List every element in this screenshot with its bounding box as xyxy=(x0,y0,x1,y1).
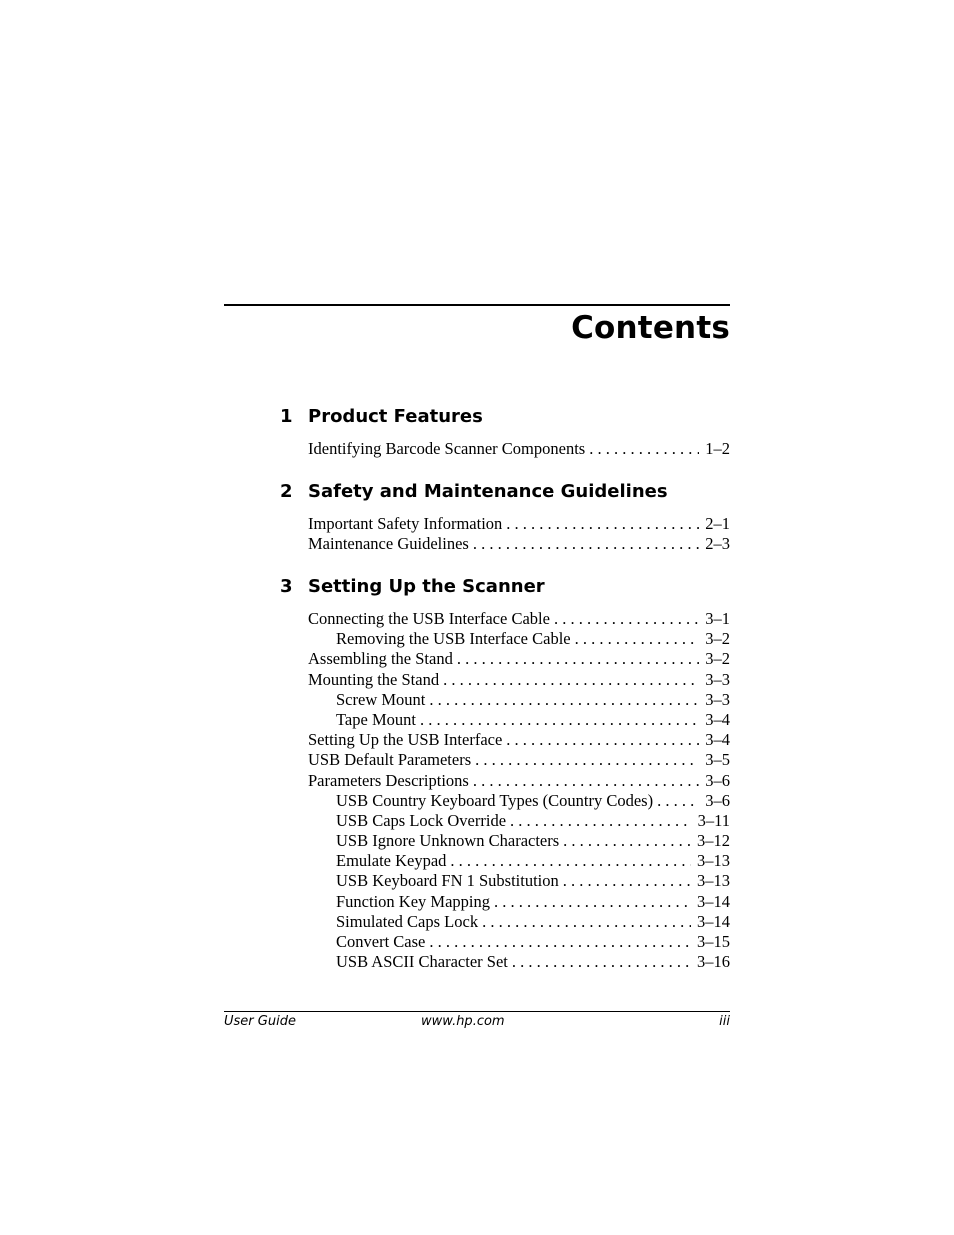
dot-leader xyxy=(475,750,699,770)
toc-entry-page: 3–13 xyxy=(697,851,730,871)
toc-entry[interactable] xyxy=(308,771,730,791)
toc-entry-page: 1–2 xyxy=(705,439,730,458)
chapter-heading[interactable] xyxy=(280,480,730,504)
dot-leader xyxy=(457,649,699,669)
toc-subentry[interactable] xyxy=(336,791,730,811)
toc-entry-text: Parameters Descriptions xyxy=(308,770,469,790)
toc-entry-text: USB ASCII Character Set xyxy=(336,952,508,972)
toc-entry-page: 3–2 xyxy=(705,649,730,669)
toc-entry-text: USB Default Parameters xyxy=(308,750,472,770)
toc-entry-text: Identifying Barcode Scanner Components xyxy=(308,439,586,458)
toc-entry-page: 3–3 xyxy=(705,689,730,709)
chapter-number: 2 xyxy=(280,481,293,502)
footer-website[interactable]: www.hp.com xyxy=(421,1014,505,1029)
dot-leader xyxy=(450,851,691,871)
toc-entry-text: Assembling the Stand xyxy=(308,649,453,669)
toc-entry[interactable] xyxy=(308,514,730,534)
toc-entry-text: USB Keyboard FN 1 Substitution xyxy=(336,871,559,891)
toc-entry-page: 3–4 xyxy=(705,709,730,729)
toc-entry[interactable] xyxy=(308,439,730,459)
toc-entry[interactable] xyxy=(308,730,730,750)
toc-entry-text: Connecting the USB Interface Cable xyxy=(308,609,550,628)
dot-leader xyxy=(589,439,699,459)
toc-subentry[interactable] xyxy=(336,831,730,851)
toc-entry-text: Convert Case xyxy=(336,932,426,951)
toc-subentry[interactable] xyxy=(336,892,730,912)
toc-entry-text: Function Key Mapping xyxy=(336,891,490,911)
page-title: Contents xyxy=(571,310,730,346)
dot-leader xyxy=(473,771,699,791)
dot-leader xyxy=(510,811,692,831)
toc-entry-page: 3–3 xyxy=(705,669,730,689)
toc-entry-text: Emulate Keypad xyxy=(336,851,447,871)
dot-leader xyxy=(506,730,699,750)
toc-entry-page: 3–4 xyxy=(705,730,730,750)
chapter-number: 3 xyxy=(280,576,293,597)
dot-leader xyxy=(420,710,699,730)
dot-leader xyxy=(482,912,691,932)
dot-leader xyxy=(563,871,691,891)
dot-leader xyxy=(575,629,700,649)
toc-entry-page: 2–3 xyxy=(705,534,730,554)
toc-entry-list xyxy=(280,439,730,459)
toc-entry-page: 3–16 xyxy=(697,952,730,972)
toc-subentry[interactable] xyxy=(336,952,730,972)
chapter-title: Safety and Maintenance Guidelines xyxy=(308,481,668,502)
dot-leader xyxy=(512,952,691,972)
toc-entry-list xyxy=(280,609,730,972)
toc-entry-text: Setting Up the USB Interface xyxy=(308,730,503,750)
toc-subentry[interactable] xyxy=(336,811,730,831)
chapter-1 xyxy=(280,405,730,459)
footer-rule xyxy=(224,1011,730,1012)
toc-entry[interactable] xyxy=(308,750,730,770)
toc-entry[interactable] xyxy=(308,670,730,690)
toc-subentry[interactable] xyxy=(336,690,730,710)
toc-subentry[interactable] xyxy=(336,710,730,730)
toc-entry-text: Simulated Caps Lock xyxy=(336,911,479,931)
toc-entry-text: USB Ignore Unknown Characters xyxy=(336,831,560,851)
toc-entry-page: 3–5 xyxy=(705,750,730,770)
toc-entry-page: 3–2 xyxy=(705,629,730,649)
toc-entry-page: 3–11 xyxy=(697,810,730,830)
toc-entry-text: USB Caps Lock Override xyxy=(336,810,507,830)
toc-entry[interactable] xyxy=(308,609,730,629)
dot-leader xyxy=(429,690,699,710)
dot-leader xyxy=(506,514,699,534)
toc-subentry[interactable] xyxy=(336,629,730,649)
chapter-heading[interactable] xyxy=(280,405,730,429)
toc-entry-text: Important Safety Information xyxy=(308,514,503,533)
toc-entry-page: 3–14 xyxy=(697,891,730,911)
toc-entry-page: 3–6 xyxy=(705,770,730,790)
chapter-2 xyxy=(280,480,730,554)
toc-entry-text: Screw Mount xyxy=(336,689,426,709)
toc-entry-text: Mounting the Stand xyxy=(308,669,440,689)
chapter-heading[interactable] xyxy=(280,575,730,599)
toc-entry-text: USB Country Keyboard Types (Country Codes) xyxy=(336,790,654,810)
toc-entry-text: Tape Mount xyxy=(336,709,416,729)
footer-page-number: iii xyxy=(719,1014,730,1029)
toc-entry-list xyxy=(280,514,730,554)
toc-entry-page: 3–15 xyxy=(697,932,730,951)
dot-leader xyxy=(443,670,699,690)
toc-entry-page: 2–1 xyxy=(705,514,730,533)
toc-entry-page: 3–1 xyxy=(705,609,730,628)
chapter-number: 1 xyxy=(280,406,293,427)
toc-subentry[interactable] xyxy=(336,851,730,871)
dot-leader xyxy=(429,932,691,952)
chapter-3 xyxy=(280,575,730,972)
toc-subentry[interactable] xyxy=(336,871,730,891)
toc-entry-page: 3–6 xyxy=(705,790,730,810)
toc-entry-text: Maintenance Guidelines xyxy=(308,534,469,554)
dot-leader xyxy=(657,791,699,811)
dot-leader xyxy=(494,892,691,912)
chapter-title: Product Features xyxy=(308,406,483,427)
toc-entry[interactable] xyxy=(308,649,730,669)
toc-entry-page: 3–12 xyxy=(697,831,730,851)
footer-document-name: User Guide xyxy=(224,1014,296,1029)
dot-leader xyxy=(554,609,699,629)
toc-entry-text: Removing the USB Interface Cable xyxy=(336,629,571,649)
dot-leader xyxy=(563,831,691,851)
toc-subentry[interactable] xyxy=(336,932,730,952)
toc-entry-page: 3–14 xyxy=(697,911,730,931)
toc-entry[interactable] xyxy=(308,534,730,554)
toc-entry-page: 3–13 xyxy=(697,871,730,891)
chapter-title: Setting Up the Scanner xyxy=(308,576,545,597)
toc-subentry[interactable] xyxy=(336,912,730,932)
dot-leader xyxy=(473,534,699,554)
